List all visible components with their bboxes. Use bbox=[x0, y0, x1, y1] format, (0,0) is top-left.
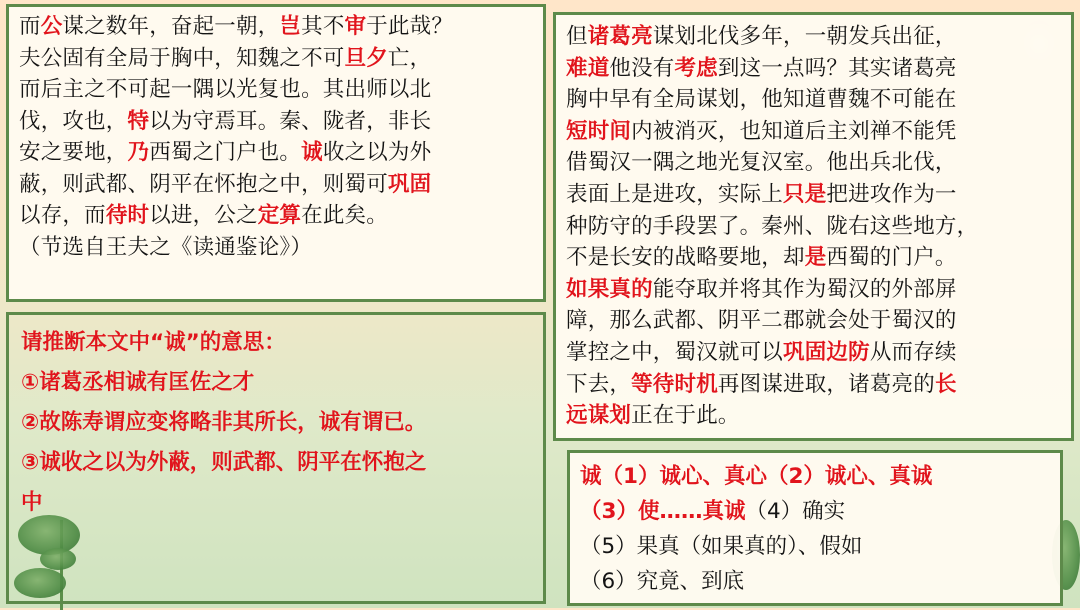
highlight-text: 请推断本文中“诚”的意思： ①诸葛丞相诚有匡佐之才 ②故陈寿谓应变将略非其所长，诚有谓已。 ③诚收之以为外蔽，则武都、阴平在怀抱之 中 bbox=[21, 330, 427, 515]
original-text-panel bbox=[6, 4, 546, 302]
original-text bbox=[9, 7, 543, 263]
translation-panel bbox=[553, 12, 1074, 441]
highlight-text: 巩固 bbox=[387, 171, 432, 197]
body-text: 到这一点吗？其实诸葛亮 胸中早有全局谋划，他知道曹魏不可能在 bbox=[566, 55, 957, 113]
body-text: 于此哉？ 夫公固有全局于胸中，知魏之不可 bbox=[19, 14, 454, 71]
body-text: 西蜀的门户。 bbox=[826, 245, 957, 271]
highlight-text: 公 bbox=[40, 14, 63, 39]
highlight-text: 只是 bbox=[783, 181, 827, 207]
body-text: 收之以为外 蔽，则武都、阴平在怀抱之中，则蜀可 bbox=[19, 140, 432, 197]
body-text: 在此矣。 （节选自王夫之《读通鉴论》） bbox=[19, 203, 388, 260]
highlight-text: 诚 bbox=[301, 140, 323, 165]
highlight-text: 难道 bbox=[566, 55, 610, 81]
highlight-text: 长 远谋划 bbox=[566, 371, 957, 429]
question-panel bbox=[6, 312, 546, 604]
answer-panel bbox=[567, 450, 1063, 606]
body-text: 从而存续 下去， bbox=[566, 339, 957, 397]
body-text: 西蜀之门户也。 bbox=[149, 140, 302, 165]
body-text: 能夺取并将其作为蜀汉的外部屏 障，那么武都、阴平二郡就会处于蜀汉的 掌控之中，蜀汉就可以 bbox=[566, 276, 957, 365]
body-text: 但 bbox=[566, 24, 588, 49]
highlight-text: 诚（1）诚心、真心（2）诚心、真诚 （3）使……真诚 bbox=[580, 464, 933, 524]
body-text: 把进攻作为一 种防守的手段罢了。秦州、陇右这些地方， 不是长安的战略要地，却 bbox=[566, 181, 979, 271]
body-text: 以进，公之 bbox=[149, 203, 258, 228]
highlight-text: 诸葛亮 bbox=[587, 24, 653, 49]
body-text: （4）确实 （5）果真（如果真的）、假如 （6）究竟、到底 bbox=[580, 499, 863, 594]
highlight-text: 如果真的 bbox=[566, 276, 653, 302]
answer-text bbox=[570, 453, 1060, 599]
highlight-text: 旦夕 bbox=[344, 45, 388, 71]
highlight-text: 岂 bbox=[279, 14, 302, 39]
highlight-text: 等待时机 bbox=[631, 371, 718, 397]
highlight-text: 是 bbox=[804, 245, 827, 271]
body-text: 谋之数年，奋起一朝， bbox=[62, 14, 280, 39]
highlight-text: 短时间 bbox=[566, 118, 632, 144]
translation-text bbox=[556, 15, 1071, 432]
highlight-text: 待时 bbox=[105, 203, 150, 228]
highlight-text: 审 bbox=[344, 14, 367, 39]
highlight-text: 定算 bbox=[257, 203, 302, 228]
body-text: 再图谋进取，诸葛亮的 bbox=[717, 371, 935, 397]
highlight-text: 考虑 bbox=[674, 55, 718, 81]
highlight-text: 乃 bbox=[127, 140, 150, 165]
body-text: 亡， 而后主之不可起一隅以光复也。其出师以北 伐，攻也， bbox=[19, 45, 432, 134]
body-text: 谋划北伐多年，一朝发兵出征， bbox=[652, 24, 957, 49]
body-text: 以为守焉耳。秦、陇者，非长 安之要地， bbox=[19, 108, 432, 165]
body-text: 内被消灭，也知道后主刘禅不能凭 借蜀汉一隅之地光复汉室。他出兵北伐， 表面上是进攻，实际上 bbox=[566, 118, 957, 207]
question-text bbox=[9, 315, 543, 523]
highlight-text: 巩固边防 bbox=[783, 339, 870, 365]
body-text: 而 bbox=[19, 14, 41, 39]
body-text: 正在于此。 bbox=[631, 403, 740, 429]
body-text: 他没有 bbox=[609, 55, 675, 81]
body-text: 以存，而 bbox=[19, 203, 106, 228]
highlight-text: 特 bbox=[127, 108, 150, 134]
body-text: 其不 bbox=[301, 14, 345, 39]
